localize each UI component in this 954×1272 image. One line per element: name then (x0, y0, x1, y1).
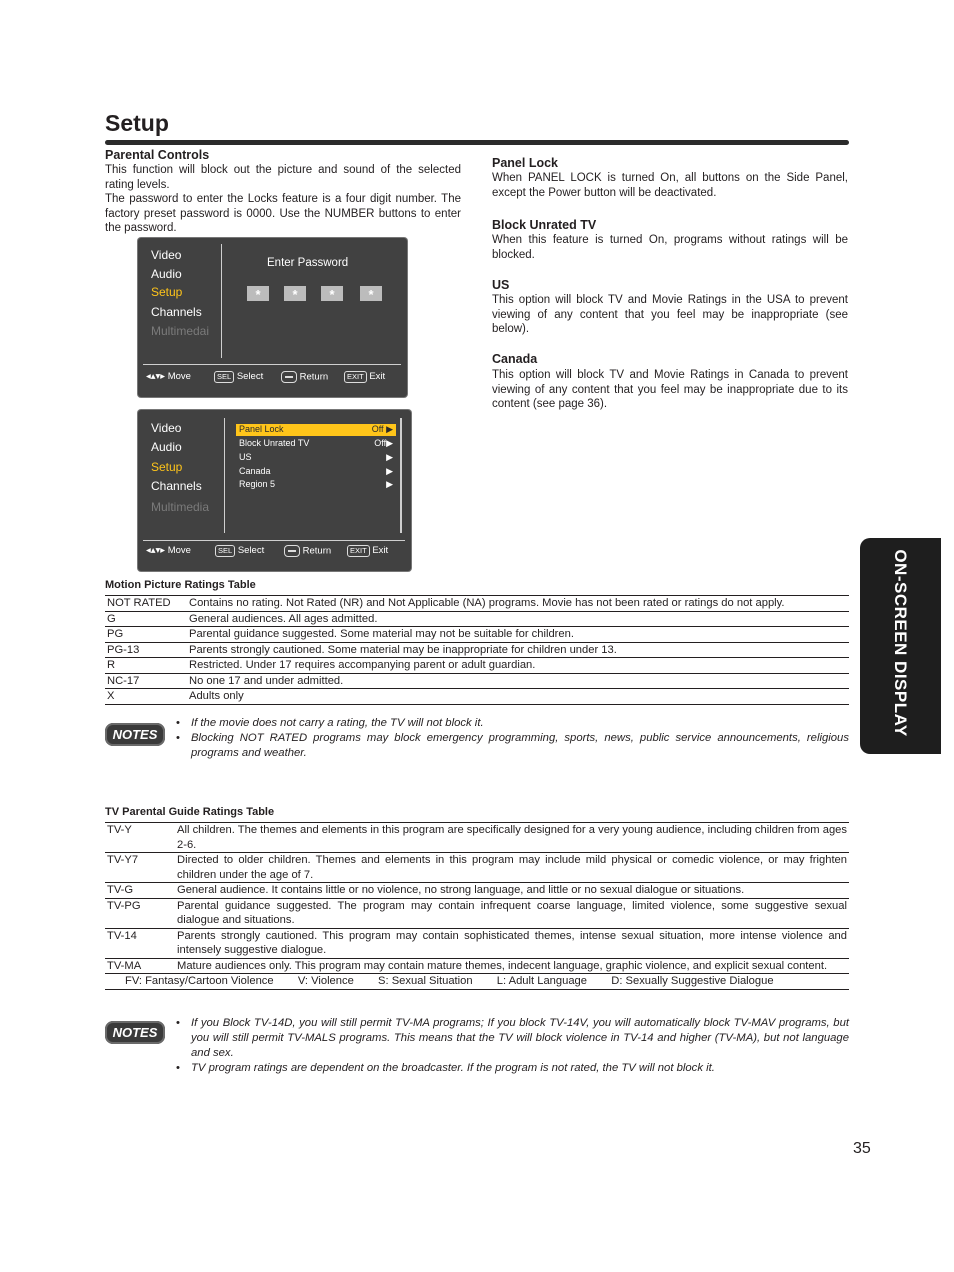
footer-select-label: Select (236, 371, 264, 382)
option-label: Canada (239, 466, 271, 476)
canada-heading: Canada (492, 352, 538, 366)
rating-code: TV-14 (107, 929, 137, 942)
menu-audio[interactable]: Audio (151, 267, 182, 281)
menu-multimedia[interactable]: Multimedia (151, 500, 210, 514)
option-region-5[interactable] (236, 479, 396, 491)
motion-table-heading: Motion Picture Ratings Table (105, 579, 256, 591)
rating-desc: Parents strongly cautioned. Some material may be inappropriate for children under 13. (189, 643, 617, 656)
table-row (105, 611, 849, 627)
menu-video[interactable]: Video (151, 248, 182, 262)
sel-button-icon: SEL (215, 545, 235, 557)
footer-return-label: Return (302, 545, 332, 557)
rating-desc: Parents strongly cautioned. This program may contain sophisticated themes, intense sexual situation, more intense violence and intensely suggestive dialogue. (177, 929, 847, 956)
password-digit-4[interactable]: * (360, 286, 382, 301)
rating-code: NC-17 (107, 674, 140, 687)
option-us[interactable] (236, 452, 396, 464)
rating-code: X (107, 690, 115, 702)
option-canada[interactable] (236, 466, 396, 478)
table-row (105, 689, 849, 705)
arrow-right-icon: ▶ (386, 466, 393, 476)
rating-desc: General audiences. All ages admitted. (189, 612, 378, 625)
menu-channels[interactable]: Channels (151, 479, 202, 493)
page-title: Setup (105, 110, 169, 136)
table-row (105, 898, 849, 928)
motion-ratings-table (105, 595, 849, 705)
footer-divider (143, 364, 401, 365)
note-item: • If the movie does not carry a rating, the TV will not block it. (176, 716, 849, 731)
footer-return-label: Return (299, 371, 329, 383)
block-unrated-text: When this feature is turned On, programs without ratings will be blocked. (492, 234, 848, 261)
notes-list (176, 1016, 849, 1076)
footer-exit (344, 371, 385, 383)
legend-row (105, 974, 849, 990)
footer-move (146, 371, 191, 382)
footer-return (284, 545, 331, 557)
option-value: Off ▶ (371, 424, 393, 434)
menu-setup[interactable]: Setup (151, 460, 183, 474)
table-row (105, 928, 849, 958)
arrow-right-icon: ▶ (386, 479, 393, 489)
footer-move-label: Move (167, 371, 191, 382)
rating-desc: Mature audiences only. This program may contain mature themes, indecent language, graphic violence, and explicit sexual content. (177, 959, 828, 972)
parental-controls-para1: This function will block out the picture and sound of the selected rating levels. (105, 164, 461, 191)
menu-divider (221, 244, 222, 358)
rating-code: PG-13 (107, 643, 140, 656)
return-button-icon (281, 371, 297, 383)
footer-select-label: Select (237, 545, 265, 556)
rating-desc: No one 17 and under admitted. (189, 674, 344, 687)
footer-exit-label: Exit (372, 545, 389, 556)
option-value: Off▶ (374, 438, 393, 448)
footer-move-label: Move (167, 545, 191, 556)
osd-parental-menu (138, 410, 411, 571)
arrow-right-icon: ▶ (386, 424, 393, 434)
move-arrows-icon: ◂▴▾▸ (146, 545, 166, 556)
menu-setup[interactable]: Setup (151, 285, 183, 299)
us-heading: US (492, 278, 510, 292)
footer-divider (143, 540, 405, 541)
note-item: • If you Block TV-14D, you will still permit TV-MA programs; If you block TV-14V, you will automatically block TV-MAV programs, but you will still permit TV-MALS programs. This means that the TV will block violence in TV-14 and higher (TV-MA), but not language and sex. (176, 1016, 849, 1061)
table-row (105, 958, 849, 974)
rating-desc: Restricted. Under 17 requires accompanying parent or adult guardian. (189, 659, 536, 671)
menu-audio[interactable]: Audio (151, 440, 182, 454)
footer-return (281, 371, 328, 383)
option-block-unrated-tv[interactable] (236, 438, 396, 450)
password-digit-3[interactable]: * (321, 286, 343, 301)
footer-move (146, 545, 191, 556)
table-row (105, 627, 849, 643)
footer-exit-label: Exit (369, 371, 386, 382)
rating-code: TV-Y (107, 824, 132, 836)
option-label: US (239, 452, 252, 462)
block-unrated-heading: Block Unrated TV (492, 218, 597, 232)
tv-ratings-table (105, 822, 849, 990)
legend-v: V: Violence (297, 975, 354, 987)
option-label: Block Unrated TV (239, 438, 310, 448)
arrow-right-icon: ▶ (386, 438, 393, 448)
password-digit-1[interactable]: * (247, 286, 269, 301)
rating-desc: Contains no rating. Not Rated (NR) and Not Applicable (NA) programs. Movie has not been rated or ratings do not apply. (189, 597, 785, 609)
notes-badge: NOTES (105, 723, 165, 746)
rating-desc: Adults only (189, 690, 244, 702)
parental-controls-para2: The password to enter the Locks feature is a four digit number. The factory preset password is 0000. Use the NUMBER buttons to enter the password. (105, 193, 461, 235)
note-item: • Blocking NOT RATED programs may block emergency programming, sports, news, public service announcements, religious programs and weather. (176, 731, 849, 761)
side-tab-label: ON-SCREEN DISPLAY (891, 549, 910, 737)
table-row (105, 853, 849, 883)
menu-video[interactable]: Video (151, 421, 182, 435)
page-number: 35 (853, 1140, 871, 1157)
rating-code: NOT RATED (107, 597, 171, 609)
legend-d: D: Sexually Suggestive Dialogue (611, 975, 774, 987)
move-arrows-icon: ◂▴▾▸ (146, 371, 166, 382)
menu-multimedia[interactable]: Multimedai (151, 324, 210, 338)
rating-desc: Parental guidance suggested. The program may contain infrequent coarse language, limited violence, some suggestive sexual dialogue and situations. (177, 899, 847, 926)
rating-code: G (107, 612, 116, 625)
sel-button-icon: SEL (214, 371, 234, 383)
table-row (105, 883, 849, 899)
note-item: • TV program ratings are dependent on the broadcaster. If the program is not rated, the TV will not block it. (176, 1061, 849, 1076)
legend-fv: FV: Fantasy/Cartoon Violence (125, 975, 274, 987)
footer-exit (347, 545, 388, 557)
option-panel-lock[interactable] (236, 424, 396, 436)
arrow-right-icon: ▶ (386, 452, 393, 462)
table-row (105, 823, 849, 853)
exit-button-icon: EXIT (344, 371, 367, 383)
legend-s: S: Sexual Situation (378, 975, 473, 987)
title-divider (105, 140, 849, 145)
rating-desc: All children. The themes and elements in this program are specifically designed for a very young audience, including children from ages 2-6. (177, 824, 847, 851)
enter-password-label: Enter Password (267, 257, 349, 269)
legend-l: L: Adult Language (496, 975, 588, 987)
rating-code: R (107, 659, 116, 671)
tv-table-heading: TV Parental Guide Ratings Table (105, 806, 275, 818)
rating-code: TV-MA (107, 959, 142, 972)
table-row (105, 642, 849, 658)
rating-code: TV-Y7 (107, 854, 139, 866)
panel-lock-text: When PANEL LOCK is turned On, all buttons on the Side Panel, except the Power button will be deactivated. (492, 172, 848, 199)
content-legend (105, 974, 849, 990)
password-digit-2[interactable]: * (284, 286, 306, 301)
panel-lock-heading: Panel Lock (492, 156, 558, 170)
notes-badge: NOTES (105, 1021, 165, 1044)
rating-desc: Directed to older children. Themes and elements in this program may include mild physical or comedic violence, or may frighten children under the age of 7. (177, 854, 847, 881)
rating-code: PG (107, 628, 124, 640)
section-side-tab (860, 538, 941, 754)
table-row (105, 658, 849, 674)
parental-controls-heading: Parental Controls (105, 148, 210, 162)
rating-code: TV-PG (107, 899, 141, 912)
osd-password-screen (138, 238, 407, 397)
us-text: This option will block TV and Movie Ratings in the USA to prevent viewing of any content that you feel may be inappropriate (see below). (492, 294, 848, 336)
menu-divider (224, 418, 225, 533)
footer-select (215, 545, 264, 557)
option-label: Panel Lock (239, 424, 284, 434)
table-row (105, 596, 849, 612)
table-row (105, 673, 849, 689)
exit-button-icon: EXIT (347, 545, 370, 557)
notes-list (176, 716, 849, 761)
footer-select (214, 371, 263, 383)
option-label: Region 5 (239, 479, 276, 489)
canada-text: This option will block TV and Movie Ratings in Canada to prevent viewing of any content that you feel may be inappropriate due to its content (see page 36). (492, 369, 848, 411)
menu-channels[interactable]: Channels (151, 305, 202, 319)
rating-desc: Parental guidance suggested. Some material may not be suitable for children. (189, 628, 574, 640)
rating-desc: General audience. It contains little or no violence, no strong language, and little or no sexual dialogue or situations. (177, 884, 745, 896)
options-scrollbar[interactable] (400, 418, 402, 533)
rating-code: TV-G (107, 884, 134, 896)
return-button-icon (284, 545, 300, 557)
